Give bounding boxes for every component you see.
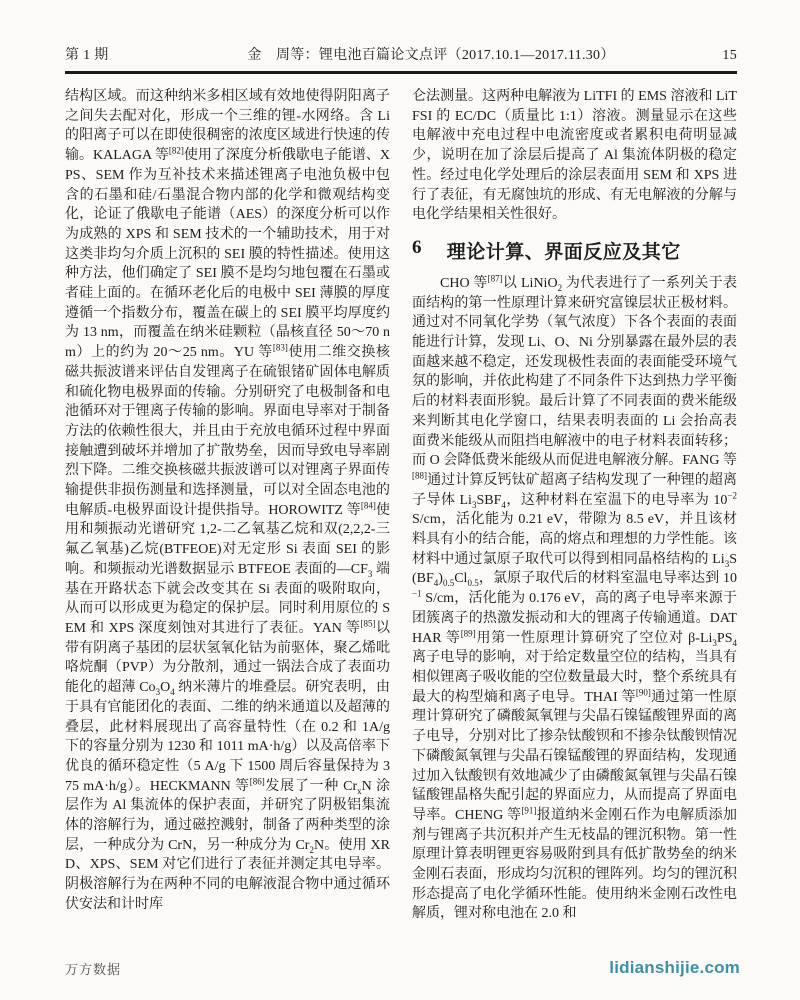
right-column-paragraph: CHO 等[87]以 LiNiO$_2$ 为代表进行了一系列关于表面结构的第一性原理计算来研究富镍层状正极材料。通过对不同氧化学势（氧气浓度）下各个表面的表面能进行计算，发现 Li、O、Ni 分别暴露在最外层的表面越来越不稳定，还发现极性表面的表面能受环境气氛的影响，并依此构建了不同条件下达到热力学平衡后的材料表面形貌。最后计算了不同表面的费米能级来判断其电化学窗口，结果表明表面的 Li 会抬高表面费米能级从而阻挡电解液中的电子材料表面转移；而 O 会降低费米能级从而促进电解液分解。FANG 等[88]通过计算反钙钛矿超离子结构发现了一种锂的超离子导体 $Li_3SBF_4$，这种材料在室温下的电导率为 $10^{-2}$ S/cm，活化能为 0.21 eV，带隙为 8.5 eV，并且该材料具有小的结合能，高的熔点和理想的力学性能。该材料中通过氯原子取代可以得到相同晶格结构的 $Li_3S(BF_4)_{0.5}Cl_{0.5}$，氯原子取代后的材料室温电导率达到 $10^{-1}$ S/cm，活化能为 0.176 eV，高的离子电导率来源于团簇离子的热激发振动和大的锂离子传输通道。DATHAR 等[89]用第一性原理计算研究了空位对 $\beta-Li_3PS_4$ 离子电导的影响，对于给定数量空位的结构，当具有相似锂离子吸收能的空位数量最大时，整个系统具有最大的构型熵和离子电导。THAI 等[90]通过第一性原理计算研究了磷酸氮氧锂与尖晶石镍锰酸锂界面的离子电导，分别对比了掺杂钛酸钡和不掺杂钛酸钡情况下磷酸氮氧锂与尖晶石镍锰酸锂的界面结构，发现通过加入钛酸钡有效地减少了由磷酸氮氧锂与尖晶石镍锰酸锂晶格失配引起的界面应力，从而提高了界面电导率。CHENG 等[91]报道纳米金刚石作为电解质添加剂与锂离子共沉积并产生无枝晶的锂沉积物。第一性原理计算表明锂更容易吸附到具有低扩散势垒的纳米金刚石表面，形成均匀沉积的锂阵列。均匀的锂沉积形态提高了电化学循环性能。使用纳米金刚石改性电解质，锂对称电池在 2.0 和: [412, 273, 738, 922]
page-header: [65, 44, 737, 64]
section-number: 6: [412, 236, 422, 258]
left-column: [65, 87, 390, 924]
issue-label: 第 1 期: [65, 48, 109, 63]
right-column: [412, 87, 737, 924]
page-footer: [65, 958, 740, 978]
header-divider: [65, 71, 737, 74]
article-body: [65, 87, 737, 924]
right-column-continuation-paragraph: 仑法测量。这两种电解液为 LiTFI 的 EMS 溶液和 LiTFSI 的 EC/DC（质量比 1:1）溶液。测量显示在这些电解液中充电过程中电流密度或者累积电荷明显减少，说明在加了涂层后提高了 Al 集流体阴极的稳定性。经过电化学处理后的涂层表面用 SEM 和 XPS 进行了表征，有无腐蚀坑的形成、有无电解液的分解与电化学结果相关性很好。: [412, 89, 737, 223]
section-heading: [412, 237, 737, 264]
running-title: 金 周等：锂电池百篇论文点评（2017.10.1—2017.11.30）: [247, 48, 615, 63]
website-link[interactable]: lidianshijie.com: [609, 958, 740, 977]
wanfang-watermark: 万方数据: [65, 962, 122, 977]
section-title: 理论计算、界面反应及其它: [446, 241, 681, 263]
page-number: 15: [722, 48, 737, 63]
left-column-paragraph: 结构区域。而这种纳米多相区域有效地使得阴阳离子之间失去配对化，形成一个三维的锂-水网络。含 Li 的阳离子可以在即使很稠密的浓度区域进行快速的传输。KALAGA 等[82]使用了深度分析俄歇电子能谱、XPS、SEM 作为互补技术来描述锂离子电池负极中包含的石墨和硅/石墨混合物内部的化学和微观结构变化，论证了俄歇电子能谱（AES）的深度分析可以作为成熟的 XPS 和 SEM 技术的一个辅助技术，用于对这类非均匀介质上沉积的 SEI 膜的特性描述。使用这种方法，他们确定了 SEI 膜不是均匀地包覆在石墨或者硅上面的。在循环老化后的电极中 SEI 薄膜的厚度遵循一个指数分布，覆盖在碳上的 SEI 膜平均厚度约为 13 nm，而覆盖在纳米硅颗粒（晶核直径 50～70 nm）上的约为 20～25 nm。YU 等[83]使用二维交换核磁共振波谱来评估自发锂离子在硫银锗矿固体电解质和硫化物电极界面的传输。分别研究了电极制备和电池循环对于锂离子传输的影响。界面电导率对于制备方法的依赖性很大，并且由于充放电循环过程中界面接触遭到破坏并增加了扩散势垒，因而导致电导率剧烈下降。二维交换核磁共振波谱可以对锂离子界面传输提供非损伤测量和选择测量，可以对全固态电池的电解质-电极界面设计提供指导。HOROWITZ 等[84]使用和频振动光谱研究 1,2-二乙氧基乙烷和双(2,2,2-三氟乙氧基)乙烷(BTFEOE)对无定形 Si 表面 SEI 的影响。和频振动光谱数据显示 BTFEOE 表面的$—CF_3$ 端基在开路状态下就会改变其在 Si 表面的吸附取向，从而可以形成更为稳定的保护层。同时利用原位的 SEM 和 XPS 深度刻蚀对其进行了表征。YAN 等[85]以带有阴离子基团的层状氢氧化钴为前驱体，聚乙烯吡咯烷酮（PVP）为分散剂，通过一锅法合成了表面功能化的超薄 $Co_3O_4$ 纳米薄片的堆叠层。研究表明，由于具有官能团化的表面、二维的纳米通道以及超薄的叠层，此材料展现出了高容量特性（在 0.2 和 1A/g 下的容量分别为 1230 和 1011 mA·h/g）以及高倍率下优良的循环稳定性（5 A/g 下 1500 周后容量保持为 375 mA·h/g）。HECKMANN 等[86]发展了一种 $Cr_xN$ 涂层作为 Al 集流体的保护表面，并研究了阴极铝集流体的溶解行为，通过磁控溅射，制备了两种类型的涂层，一种成分为 CrN，另一种成分为 $Cr_2N$。使用 XRD、XPS、SEM 对它们进行了表征并测定其电导率。阴极溶解行为在两种不同的电解液混合物中通过循环伏安法和计时库: [65, 89, 391, 912]
